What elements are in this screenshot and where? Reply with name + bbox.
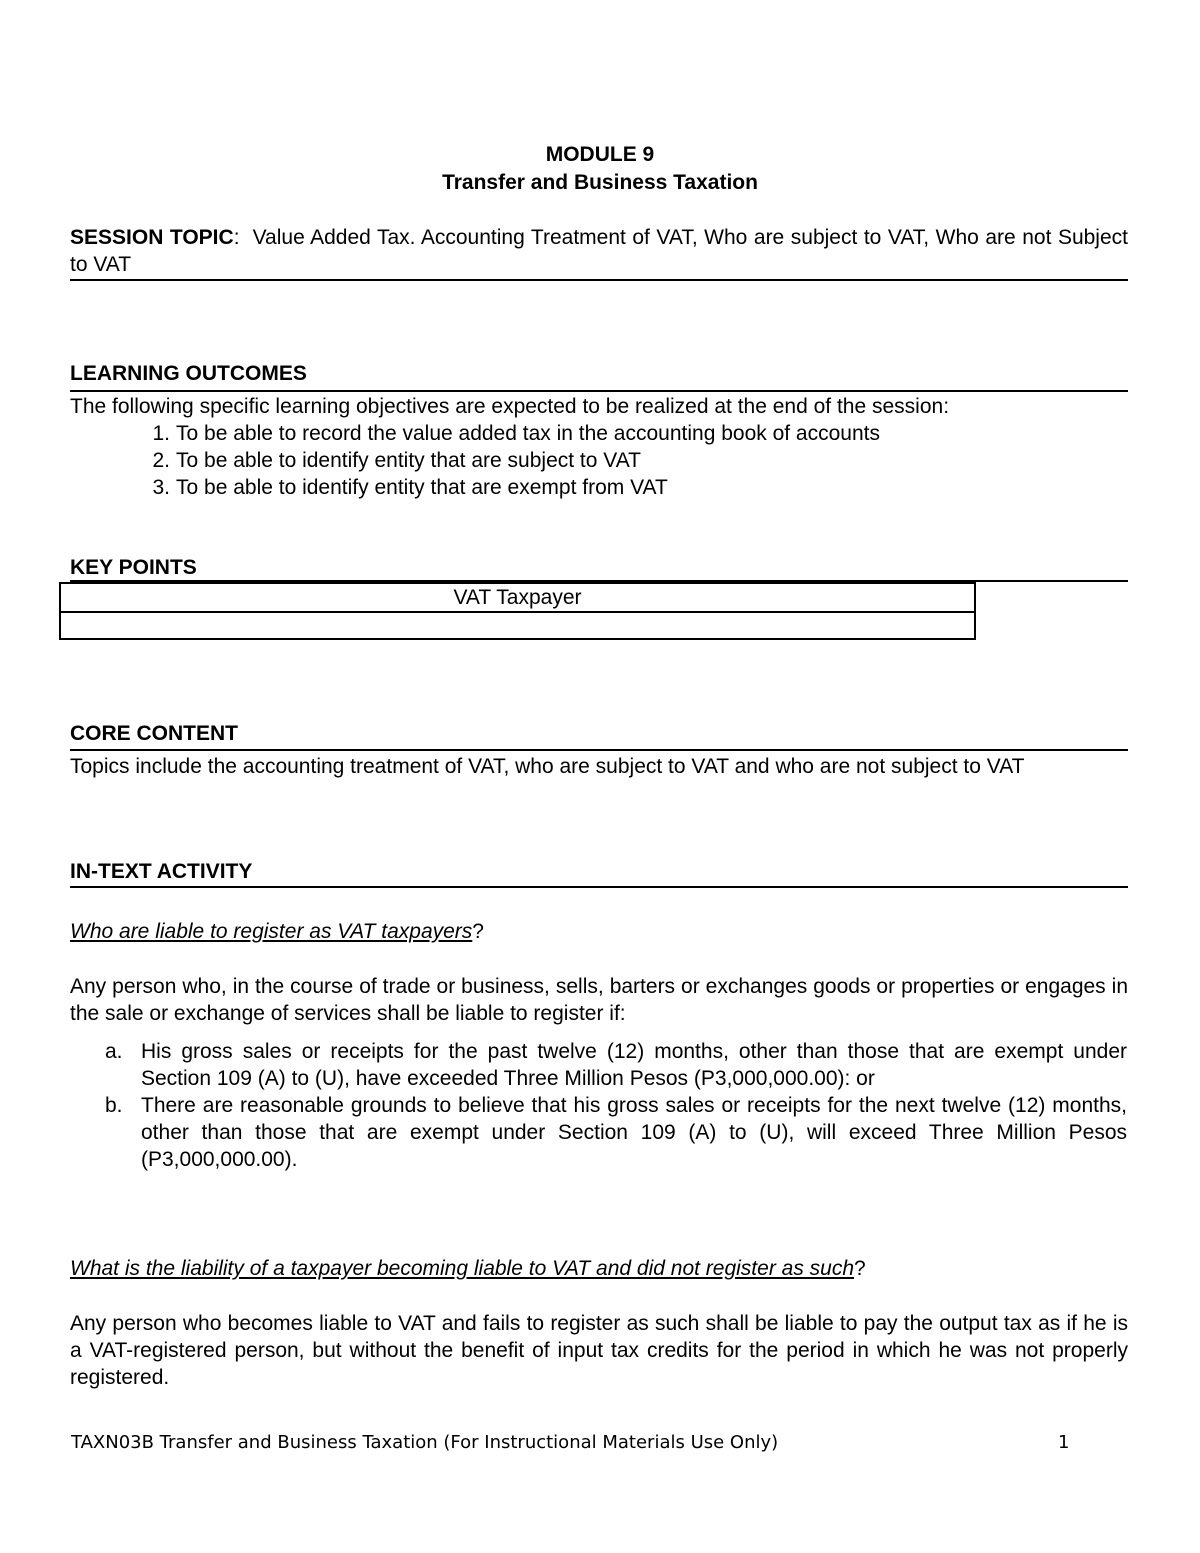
- list-item: 2. To be able to identify entity that are subject to VAT: [152, 449, 641, 472]
- answer-1-intro: Any person who, in the course of trade or business, sells, barters or exchanges goods or properties or engages in the sale or exchange of services shall be liable to register if:: [70, 975, 1128, 1025]
- table-header-cell: VAT Taxpayer: [60, 583, 975, 612]
- session-topic-text: Value Added Tax. Accounting Treatment of VAT, Who are subject to VAT, Who are not Subject to VAT: [70, 226, 1128, 276]
- key-points-table: [59, 582, 976, 640]
- question-2: What is the liability of a taxpayer becoming liable to VAT and did not register as such?: [70, 1257, 866, 1280]
- key-points-heading: KEY POINTS: [70, 556, 197, 579]
- session-topic: SESSION TOPIC: Value Added Tax. Accounting Treatment of VAT, Who are subject to VAT, Who are not Subject to VAT: [70, 226, 1128, 276]
- answer-2: Any person who becomes liable to VAT and fails to register as such shall be liable to pay the output tax as if he is a VAT-registered person, but without the benefit of input tax credits for the period in which he was not properly registered.: [70, 1312, 1128, 1389]
- core-content-text: Topics include the accounting treatment of VAT, who are subject to VAT and who are not subject to VAT: [70, 755, 1025, 778]
- learning-outcomes-heading: LEARNING OUTCOMES: [70, 362, 307, 385]
- module-number: MODULE 9: [545, 143, 655, 166]
- core-content-heading: CORE CONTENT: [70, 722, 238, 745]
- in-text-activity-divider: [70, 886, 1128, 888]
- learning-outcomes-list: [152, 420, 1126, 501]
- page-number: 1: [1058, 1432, 1070, 1453]
- learning-outcomes-divider: [70, 390, 1128, 392]
- list-item: b. There are reasonable grounds to believe that his gross sales or receipts for the next twelve (12) months, other than those that are exempt under Section 109 (A) to (U), will exceed Three Million Pesos (P3,000,000.00).: [105, 1094, 1127, 1171]
- session-topic-label: SESSION TOPIC: [70, 226, 234, 249]
- list-item: a. His gross sales or receipts for the past twelve (12) months, other than those that are exempt under Section 109 (A) to (U), have exceeded Three Million Pesos (P3,000,000.00): or: [105, 1040, 1127, 1090]
- question-1: Who are liable to register as VAT taxpayers?: [70, 920, 484, 943]
- core-content-divider: [70, 749, 1128, 751]
- list-item: 1. To be able to record the value added tax in the accounting book of accounts: [152, 422, 880, 445]
- course-title: Transfer and Business Taxation: [442, 171, 758, 194]
- in-text-activity-heading: IN-TEXT ACTIVITY: [70, 860, 253, 883]
- list-item: 3. To be able to identify entity that are exempt from VAT: [152, 476, 668, 499]
- learning-outcomes-intro: The following specific learning objectives are expected to be realized at the end of the session:: [70, 395, 950, 418]
- session-divider: [70, 279, 1128, 281]
- answer-1-list: [105, 1038, 1127, 1173]
- footer-text: TAXN03B Transfer and Business Taxation (For Instructional Materials Use Only): [71, 1432, 779, 1453]
- table-empty-cell: [60, 612, 975, 639]
